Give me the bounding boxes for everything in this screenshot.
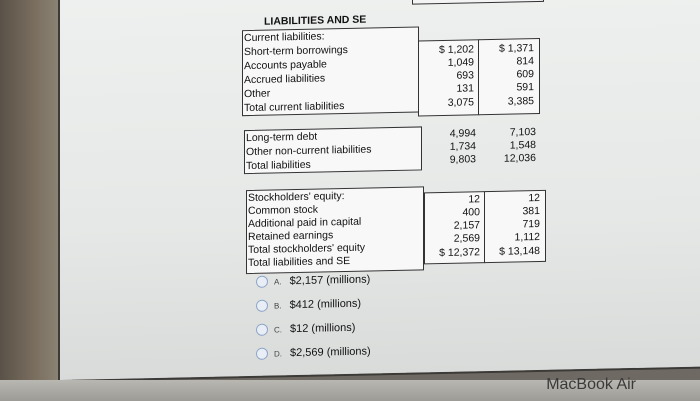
prior-totals-row <box>412 0 544 5</box>
radio-button[interactable] <box>256 348 268 360</box>
row-label: Other non-current liabilities <box>246 143 372 159</box>
value-col1: $ 12,372 <box>439 246 480 260</box>
option-letter: B. <box>274 300 282 311</box>
row-label: Long-term debt <box>246 130 318 145</box>
row-label: Accounts payable <box>244 58 327 73</box>
value-col1: 2,157 <box>453 219 480 232</box>
value-col1: 400 <box>462 206 480 219</box>
device-brand-label: MacBook Air <box>546 376 636 393</box>
option-text: $12 (millions) <box>290 321 356 336</box>
value-col2: 609 <box>516 68 534 81</box>
value-col1: 9,803 <box>449 153 476 166</box>
value-col2: $ 13,148 <box>499 244 540 258</box>
row-label: Other <box>244 87 271 101</box>
value-col1: 1,049 <box>447 56 474 69</box>
value-col2: 719 <box>522 217 540 231</box>
laptop-left-bezel <box>0 0 60 401</box>
value-col2: 1,112 <box>514 230 540 244</box>
value-col2: 814 <box>516 55 534 68</box>
balance-sheet <box>180 0 540 277</box>
prior-total-col1 <box>427 0 459 1</box>
option-text: $2,569 (millions) <box>290 345 371 360</box>
value-col1: 4,994 <box>449 127 476 140</box>
row-label: Total liabilities and SE <box>248 254 351 270</box>
value-col1: 131 <box>456 82 474 95</box>
value-col2: 7,103 <box>509 126 536 139</box>
value-col2: $ 1,371 <box>498 42 534 55</box>
row-label: Short-term borrowings <box>244 43 348 59</box>
value-col2: 591 <box>516 81 534 94</box>
row-label: Total liabilities <box>246 158 311 173</box>
section-heading: LIABILITIES AND SE <box>264 13 367 28</box>
answer-options <box>256 267 371 365</box>
value-col2: 3,385 <box>507 95 534 108</box>
answer-option-a[interactable] <box>256 267 371 293</box>
equity-title: Stockholders' equity: <box>248 190 345 205</box>
radio-button[interactable] <box>256 300 268 312</box>
value-col1: 12 <box>468 193 480 206</box>
option-letter: D. <box>274 348 282 359</box>
option-letter: A. <box>274 276 282 287</box>
value-col1: $ 1,202 <box>438 43 474 57</box>
value-col1: 3,075 <box>447 96 474 109</box>
screen <box>60 0 700 380</box>
current-liabilities-title: Current liabilities: <box>244 30 325 45</box>
row-label: Total current liabilities <box>244 100 345 115</box>
option-letter: C. <box>274 324 282 335</box>
radio-button[interactable] <box>256 276 268 288</box>
answer-option-c[interactable] <box>256 315 371 341</box>
value-col2: 381 <box>522 204 540 218</box>
value-col2: 12,036 <box>503 152 536 165</box>
answer-option-d[interactable] <box>256 339 371 365</box>
value-col1: 1,734 <box>449 140 476 153</box>
value-col2: 1,548 <box>509 139 536 152</box>
row-label: Additional paid in capital <box>248 215 362 231</box>
value-col1: 2,569 <box>453 232 480 245</box>
value-col1: 693 <box>456 69 474 82</box>
row-label: Accrued liabilities <box>244 72 326 87</box>
row-label: Retained earnings <box>248 229 334 244</box>
row-label: Common stock <box>248 203 319 218</box>
row-label: Total stockholders' equity <box>248 241 365 257</box>
radio-button[interactable] <box>256 324 268 336</box>
option-text: $2,157 (millions) <box>289 273 371 288</box>
option-text: $412 (millions) <box>289 297 362 312</box>
answer-option-b[interactable] <box>256 291 371 317</box>
value-col2: 12 <box>528 191 540 205</box>
